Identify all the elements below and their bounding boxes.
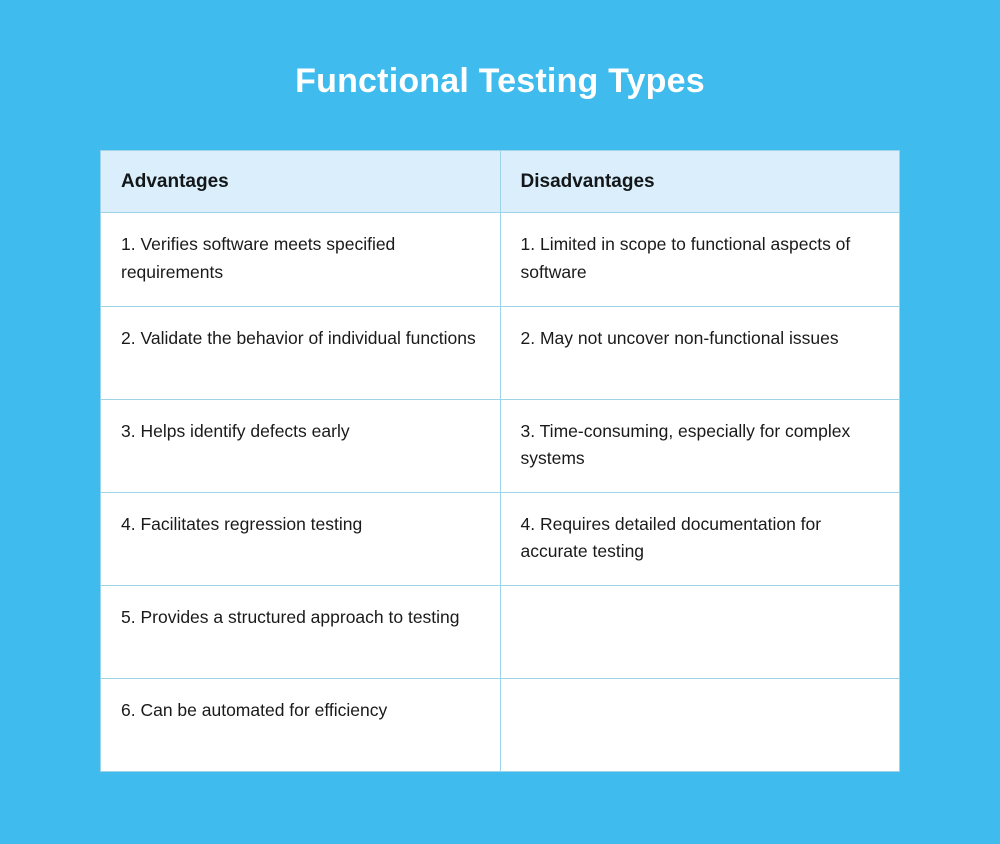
cell-disadvantage-empty	[500, 679, 900, 772]
table-row	[101, 213, 900, 306]
table-row	[101, 306, 900, 399]
cell-disadvantage: 2. May not uncover non-functional issues	[500, 306, 900, 399]
cell-disadvantage: 1. Limited in scope to functional aspects of software	[500, 213, 900, 306]
cell-advantage: 5. Provides a structured approach to testing	[101, 586, 501, 679]
cell-advantage: 1. Verifies software meets specified requirements	[101, 213, 501, 306]
page-title: Functional Testing Types	[295, 62, 705, 100]
comparison-table	[100, 150, 900, 772]
cell-disadvantage: 3. Time-consuming, especially for complex systems	[500, 399, 900, 492]
column-header-disadvantages: Disadvantages	[500, 151, 900, 213]
table-row	[101, 586, 900, 679]
cell-advantage: 3. Helps identify defects early	[101, 399, 501, 492]
cell-advantage: 2. Validate the behavior of individual functions	[101, 306, 501, 399]
table-row	[101, 399, 900, 492]
table-body	[101, 213, 900, 772]
cell-advantage: 4. Facilitates regression testing	[101, 492, 501, 585]
table-header-row	[101, 151, 900, 213]
cell-advantage: 6. Can be automated for efficiency	[101, 679, 501, 772]
table-row	[101, 679, 900, 772]
column-header-advantages: Advantages	[101, 151, 501, 213]
cell-disadvantage: 4. Requires detailed documentation for accurate testing	[500, 492, 900, 585]
table-header	[101, 151, 900, 213]
cell-disadvantage-empty	[500, 586, 900, 679]
table-row	[101, 492, 900, 585]
comparison-table-wrapper	[100, 150, 900, 772]
